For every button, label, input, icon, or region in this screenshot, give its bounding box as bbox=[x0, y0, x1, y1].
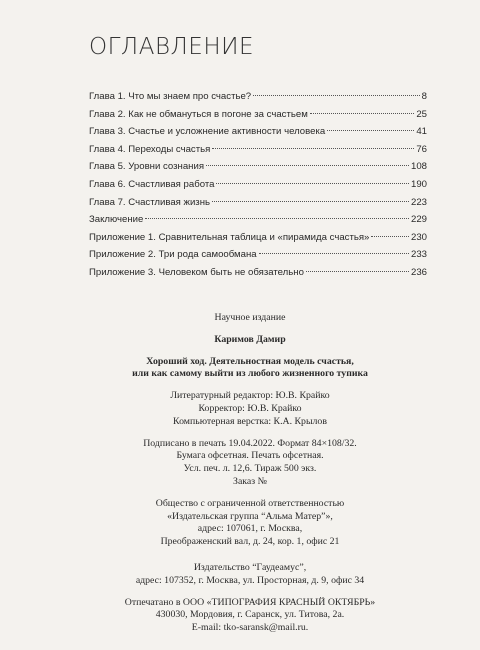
toc-entry-title: Глава 2. Как не обмануться в погоне за счастьем bbox=[89, 108, 308, 120]
toc-entry-page: 236 bbox=[410, 266, 427, 278]
toc-leader-dots bbox=[371, 236, 409, 237]
printer-address: 430030, Мордовия, г. Саранск, ул. Титова, 2а. bbox=[155, 609, 345, 621]
toc-leader-dots bbox=[306, 271, 409, 272]
toc-entry-title: Глава 6. Счастливая работа bbox=[89, 178, 215, 190]
table-of-contents bbox=[89, 88, 427, 282]
toc-entry bbox=[89, 264, 427, 282]
company-type: Общество с ограниченной ответственностью bbox=[155, 497, 345, 509]
toc-leader-dots bbox=[145, 218, 409, 219]
volume-info: Усл. печ. л. 12,6. Тираж 500 экз. bbox=[183, 463, 317, 475]
company-name: «Издательская группа “Альма Матер”», bbox=[167, 510, 333, 522]
toc-entry-title: Глава 3. Счастье и усложнение активности человека bbox=[89, 126, 326, 138]
order-number: Заказ № bbox=[233, 475, 267, 487]
toc-entry-title: Приложение 1. Сравнительная таблица и «пирамида счастья» bbox=[89, 231, 370, 243]
toc-entry bbox=[89, 123, 427, 141]
toc-leader-dots bbox=[253, 95, 420, 96]
imprint-block bbox=[60, 312, 440, 635]
toc-entry-page: 25 bbox=[416, 108, 427, 120]
publisher-name: Издательство “Гаудеамус”, bbox=[193, 561, 307, 573]
toc-entry-page: 8 bbox=[421, 91, 427, 102]
toc-entry-title: Глава 5. Уровни сознания bbox=[89, 161, 205, 173]
edition-type: Научное издание bbox=[214, 312, 286, 323]
toc-entry bbox=[89, 229, 427, 247]
toc-leader-dots bbox=[216, 183, 409, 184]
printer-name: Отпечатано в ООО «ТИПОГРАФИЯ КРАСНЫЙ ОКТЯБРЬ» bbox=[124, 596, 376, 608]
company-address: Преображенский вал, д. 24, кор. 1, офис 21 bbox=[160, 536, 340, 548]
toc-entry-page: 76 bbox=[416, 143, 427, 155]
toc-leader-dots bbox=[310, 113, 415, 114]
toc-entry-title: Заключение bbox=[89, 214, 144, 226]
toc-leader-dots bbox=[206, 165, 409, 166]
toc-entry bbox=[89, 211, 427, 229]
toc-entry-title: Глава 1. Что мы знаем про счастье? bbox=[89, 91, 252, 102]
layout-credit: Компьютерная верстка: К.А. Крылов bbox=[173, 415, 327, 427]
toc-leader-dots bbox=[259, 253, 409, 254]
toc-entry bbox=[89, 141, 427, 159]
toc-leader-dots bbox=[212, 201, 409, 202]
editor-credit: Литературный редактор: Ю.В. Крайко bbox=[170, 390, 330, 402]
toc-entry bbox=[89, 246, 427, 264]
book-title-line: Хороший ход. Деятельностная модель счастья, bbox=[146, 355, 354, 367]
toc-entry-title: Приложение 3. Человеком быть не обязательно bbox=[89, 266, 304, 278]
toc-entry-title: Приложение 2. Три рода самообмана bbox=[89, 249, 257, 261]
contents-heading: ОГЛАВЛЕНИЕ bbox=[89, 34, 255, 60]
paper-info: Бумага офсетная. Печать офсетная. bbox=[176, 450, 324, 462]
toc-entry bbox=[89, 194, 427, 212]
toc-entry-title: Глава 4. Переходы счастья bbox=[89, 143, 211, 155]
toc-entry-page: 190 bbox=[410, 178, 427, 190]
toc-leader-dots bbox=[327, 130, 414, 131]
toc-entry-page: 41 bbox=[416, 126, 427, 138]
toc-entry-page: 230 bbox=[410, 231, 427, 243]
proofreader-credit: Корректор: Ю.В. Крайко bbox=[198, 402, 302, 414]
book-title-line: или как самому выйти из любого жизненного тупика bbox=[132, 368, 368, 380]
toc-entry-page: 229 bbox=[410, 214, 427, 226]
toc-entry bbox=[89, 88, 427, 106]
publisher-address: адрес: 107352, г. Москва, ул. Просторная, д. 9, офис 34 bbox=[135, 574, 365, 586]
toc-entry bbox=[89, 106, 427, 124]
toc-entry bbox=[89, 158, 427, 176]
printer-email: E-mail: tko-saransk@mail.ru. bbox=[191, 622, 309, 634]
toc-entry bbox=[89, 176, 427, 194]
toc-entry-page: 233 bbox=[410, 249, 427, 261]
print-date: Подписано в печать 19.04.2022. Формат 84×108/32. bbox=[143, 437, 357, 449]
company-address: адрес: 107061, г. Москва, bbox=[197, 523, 303, 535]
toc-entry-page: 108 bbox=[410, 161, 427, 173]
toc-entry-page: 223 bbox=[410, 196, 427, 208]
toc-entry-title: Глава 7. Счастливая жизнь bbox=[89, 196, 210, 208]
book-author: Каримов Дамир bbox=[214, 333, 286, 345]
toc-leader-dots bbox=[212, 148, 414, 149]
